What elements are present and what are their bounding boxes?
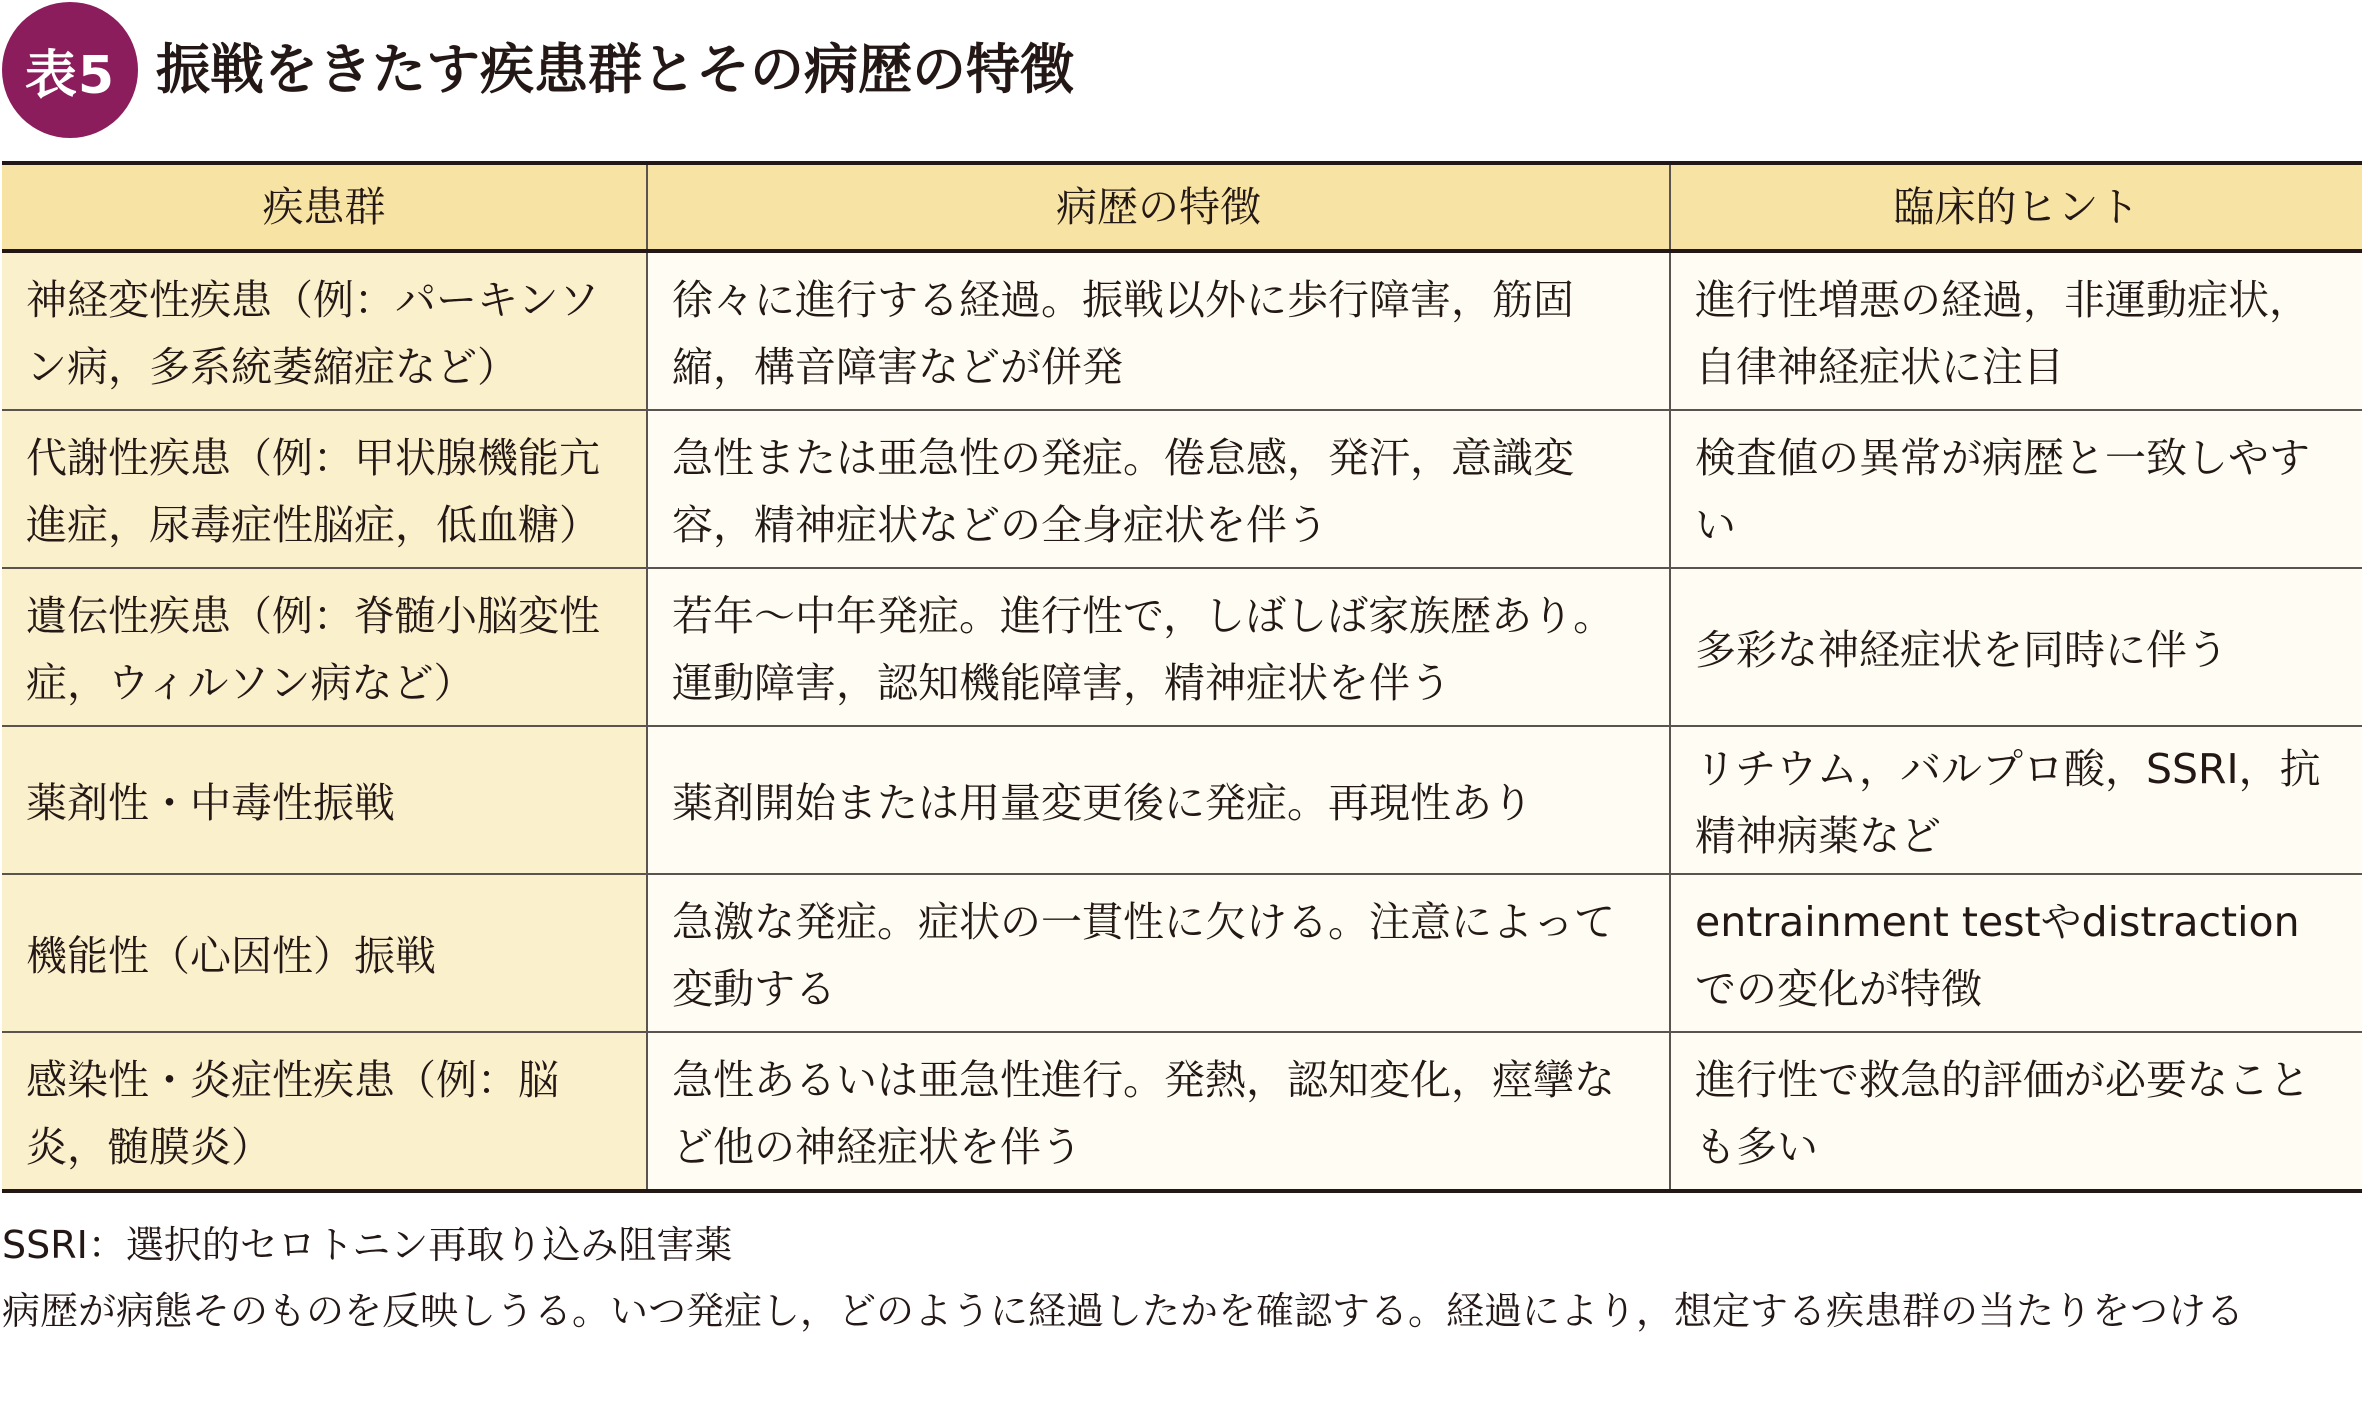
history-feature-text: 急激な発症。症状の一貫性に欠ける。注意によって変動する <box>672 898 1615 1013</box>
disease-group-text: 感染性・炎症性疾患（例：脳炎，髄膜炎） <box>26 1056 559 1171</box>
disease-group-cell <box>2 1032 647 1191</box>
table-row <box>2 874 2362 1032</box>
disease-group-cell <box>2 410 647 568</box>
history-feature-cell <box>647 874 1670 1032</box>
clinical-hint-text: 検査値の異常が病歴と一致しやすい <box>1695 434 2310 549</box>
column-header-history-features: 病歴の特徴 <box>647 163 1670 251</box>
history-feature-cell <box>647 1032 1670 1191</box>
table-row <box>2 410 2362 568</box>
history-feature-text: 薬剤開始または用量変更後に発症。再現性あり <box>672 778 1533 827</box>
disease-group-cell <box>2 251 647 410</box>
history-feature-cell <box>647 410 1670 568</box>
tremor-disease-table <box>2 161 2362 1193</box>
table-title: 振戦をきたす疾患群とその病歴の特徴 <box>156 38 1074 101</box>
table-number-badge: 表5 <box>2 2 138 138</box>
history-feature-cell <box>647 251 1670 410</box>
disease-group-cell <box>2 726 647 874</box>
history-feature-cell <box>647 726 1670 874</box>
title-row <box>2 0 2362 150</box>
disease-group-text: 代謝性疾患（例：甲状腺機能亢進症，尿毒症性脳症，低血糖） <box>26 434 600 549</box>
clinical-hint-text: 進行性で救急的評価が必要なことも多い <box>1695 1056 2310 1171</box>
clinical-hint-text: 多彩な神経症状を同時に伴う <box>1695 625 2228 674</box>
table-row <box>2 568 2362 726</box>
clinical-hint-text: リチウム，バルプロ酸，SSRI，抗精神病薬など <box>1695 745 2321 860</box>
disease-group-text: 神経変性疾患（例：パーキンソン病，多系統萎縮症など） <box>26 276 600 391</box>
clinical-hint-text: entrainment testやdistractionでの変化が特徴 <box>1695 898 2300 1013</box>
table-header-row <box>2 163 2362 251</box>
clinical-hint-cell <box>1670 726 2362 874</box>
clinical-hint-cell <box>1670 410 2362 568</box>
disease-group-cell <box>2 568 647 726</box>
table-row <box>2 726 2362 874</box>
commentary-note: 病歴が病態そのものを反映しうる。いつ発症し，どのように経過したかを確認する。経過により，想定する疾患群の当たりをつける <box>2 1289 2245 1333</box>
history-feature-text: 急性または亜急性の発症。倦怠感，発汗，意識変容，精神症状などの全身症状を伴う <box>672 434 1574 549</box>
clinical-hint-cell <box>1670 1032 2362 1191</box>
disease-group-cell <box>2 874 647 1032</box>
history-feature-text: 徐々に進行する経過。振戦以外に歩行障害，筋固縮，構音障害などが併発 <box>672 276 1574 391</box>
disease-group-text: 薬剤性・中毒性振戦 <box>26 778 395 827</box>
disease-group-text: 遺伝性疾患（例：脊髄小脳変性症，ウィルソン病など） <box>26 592 600 707</box>
column-header-clinical-hint: 臨床的ヒント <box>1670 163 2362 251</box>
clinical-hint-cell <box>1670 568 2362 726</box>
column-header-disease-group: 疾患群 <box>2 163 647 251</box>
table-row <box>2 251 2362 410</box>
clinical-hint-text: 進行性増悪の経過，非運動症状，自律神経症状に注目 <box>1695 276 2310 391</box>
clinical-hint-cell <box>1670 251 2362 410</box>
history-feature-text: 若年〜中年発症。進行性で，しばしば家族歴あり。運動障害，認知機能障害，精神症状を伴う <box>672 592 1615 707</box>
table-row <box>2 1032 2362 1191</box>
history-feature-text: 急性あるいは亜急性進行。発熱，認知変化，痙攣など他の神経症状を伴う <box>672 1056 1615 1171</box>
clinical-hint-cell <box>1670 874 2362 1032</box>
table-footnotes <box>2 1212 2362 1344</box>
history-feature-cell <box>647 568 1670 726</box>
disease-group-text: 機能性（心因性）振戦 <box>26 931 436 980</box>
abbreviation-note: SSRI：選択的セロトニン再取り込み阻害薬 <box>2 1223 733 1267</box>
